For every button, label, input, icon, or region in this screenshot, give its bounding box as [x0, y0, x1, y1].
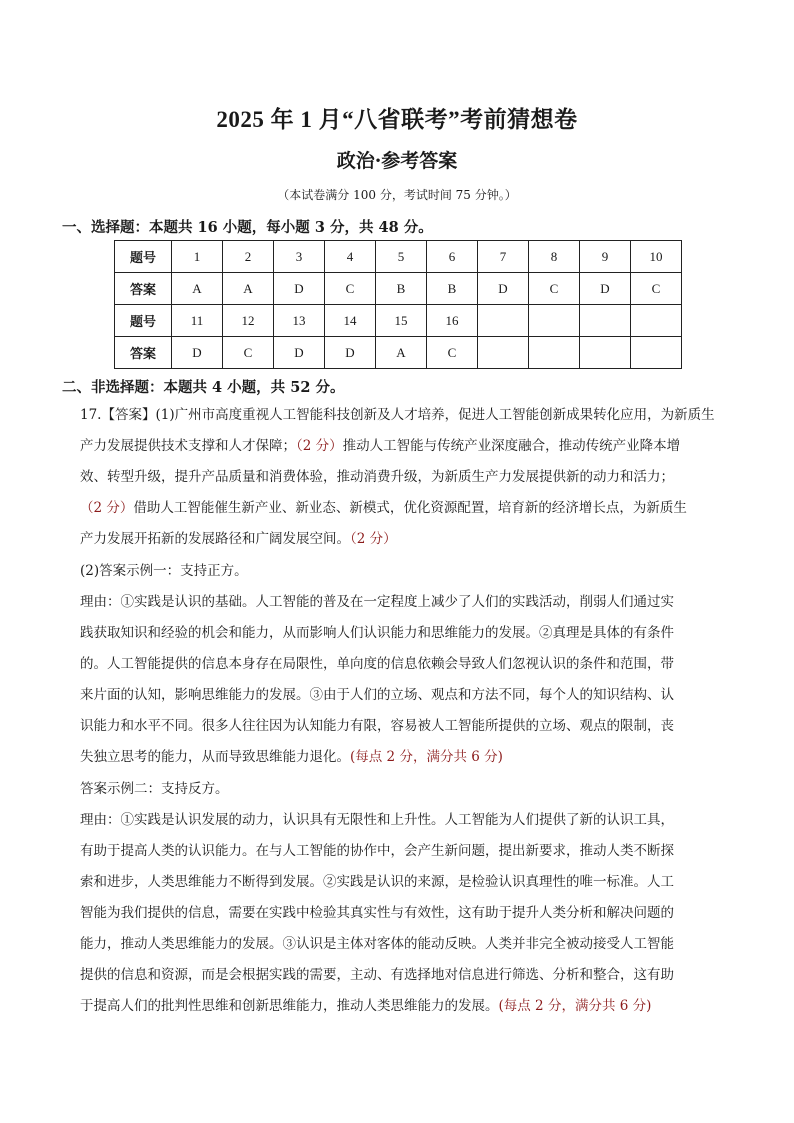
question-number: 7	[478, 241, 529, 273]
answer-line: 提供的信息和资源，而是会根据实践的需要，主动、有选择地对信息进行筛选、分析和整合，这有助	[80, 967, 674, 983]
answer-cell: A	[223, 273, 274, 305]
table-row	[115, 273, 682, 305]
answer-line: 效、转型升级，提升产品质量和消费体验，推动消费升级，为新质生产力发展提供新的动力和活力；	[80, 469, 674, 485]
answer-text: 产力发展提供技术支撑和人才保障；	[80, 438, 296, 454]
answer-line	[80, 431, 680, 462]
answer-line: 索和进步，人类思维能力不断得到发展。②实践是认识的来源，是检验认识真理性的唯一标准。人工	[80, 874, 674, 890]
empty-cell	[478, 337, 529, 369]
score-note: （2 分）	[296, 438, 343, 454]
answer-line: 的。人工智能提供的信息本身存在局限性，单向度的信息依赖会导致人们忽视认识的条件和范围，带	[80, 656, 674, 672]
page-title: 2025 年 1 月“八省联考”考前猜想卷	[216, 107, 578, 132]
question-number: 14	[325, 305, 376, 337]
question-number: 9	[580, 241, 631, 273]
score-note: （2 分）	[80, 500, 134, 516]
empty-cell	[631, 337, 682, 369]
answer-text: 于提高人们的批判性思维和创新思维能力，推动人类思维能力的发展。	[80, 998, 499, 1014]
answer-cell: C	[325, 273, 376, 305]
answer-cell: C	[529, 273, 580, 305]
question-number: 11	[172, 305, 223, 337]
answer-text: 失独立思考的能力，从而导致思维能力退化。	[80, 749, 350, 765]
answer-line: 来片面的认知，影响思维能力的发展。③由于人们的立场、观点和方法不同，每个人的知识结构、认	[80, 687, 674, 703]
section-1-heading: 一、选择题：本题共 16 小题，每小题 3 分，共 48 分。	[62, 219, 433, 236]
table-row	[115, 241, 682, 273]
section-2-heading: 二、非选择题：本题共 4 小题，共 52 分。	[62, 379, 345, 396]
answer-cell: D	[325, 337, 376, 369]
answer-line: 有助于提高人类的认识能力。在与人工智能的协作中，会产生新问题，提出新要求，推动人类不断探	[80, 843, 674, 859]
answer-cell: D	[580, 273, 631, 305]
table-row	[115, 305, 682, 337]
answer-line	[80, 524, 397, 555]
question-number: 2	[223, 241, 274, 273]
empty-cell	[529, 305, 580, 337]
answer-line: (2)答案示例一：支持正方。	[80, 563, 248, 579]
row-label: 题号	[115, 305, 172, 337]
question-number: 13	[274, 305, 325, 337]
row-label: 答案	[115, 273, 172, 305]
answer-text: 借助人工智能催生新产业、新业态、新模式，优化资源配置，培育新的经济增长点，为新质生	[133, 500, 687, 516]
answer-cell: D	[478, 273, 529, 305]
score-note: （2 分）	[350, 531, 397, 547]
answer-line	[80, 991, 651, 1022]
answer-cell: D	[274, 273, 325, 305]
question-number: 15	[376, 305, 427, 337]
page-subtitle: 政治·参考答案	[336, 150, 458, 172]
empty-cell	[580, 337, 631, 369]
answer-cell: D	[172, 337, 223, 369]
answer-cell: A	[172, 273, 223, 305]
answer-cell: D	[274, 337, 325, 369]
answer-cell: B	[376, 273, 427, 305]
question-number: 4	[325, 241, 376, 273]
answer-line: 17.【答案】(1)广州市高度重视人工智能科技创新及人才培养，促进人工智能创新成果转化应用，为新质生	[80, 407, 715, 423]
exam-note: （本试卷满分 100 分，考试时间 75 分钟。）	[277, 188, 517, 202]
answer-cell: C	[223, 337, 274, 369]
answer-cell: C	[631, 273, 682, 305]
score-note: (每点 2 分，满分共 6 分)	[350, 749, 503, 765]
question-number: 6	[427, 241, 478, 273]
answer-line: 理由：①实践是认识发展的动力，认识具有无限性和上升性。人工智能为人们提供了新的认识工具，	[80, 812, 674, 828]
empty-cell	[529, 337, 580, 369]
question-number: 16	[427, 305, 478, 337]
question-number: 10	[631, 241, 682, 273]
empty-cell	[580, 305, 631, 337]
answer-line: 识能力和水平不同。很多人往往因为认知能力有限，容易被人工智能所提供的立场、观点的限制，丧	[80, 718, 674, 734]
answer-cell: B	[427, 273, 478, 305]
answer-text: 推动人工智能与传统产业深度融合，推动传统产业降本增	[342, 438, 681, 454]
answer-line: 智能为我们提供的信息，需要在实践中检验其真实性与有效性，这有助于提升人类分析和解决问题的	[80, 905, 674, 921]
question-number: 5	[376, 241, 427, 273]
answer-cell: C	[427, 337, 478, 369]
answer-line: 答案示例二：支持反方。	[80, 781, 229, 797]
table-row	[115, 337, 682, 369]
answer-line	[80, 493, 687, 524]
empty-cell	[631, 305, 682, 337]
answer-line: 能力，推动人类思维能力的发展。③认识是主体对客体的能动反映。人类并非完全被动接受人工智能	[80, 936, 674, 952]
answer-table	[114, 240, 682, 369]
row-label: 题号	[115, 241, 172, 273]
question-number: 3	[274, 241, 325, 273]
empty-cell	[478, 305, 529, 337]
answer-line: 践获取知识和经验的机会和能力，从而影响人们认识能力和思维能力的发展。②真理是具体的有条件	[80, 625, 674, 641]
row-label: 答案	[115, 337, 172, 369]
question-number: 12	[223, 305, 274, 337]
question-number: 1	[172, 241, 223, 273]
question-number: 8	[529, 241, 580, 273]
answer-line	[80, 742, 503, 773]
score-note: (每点 2 分，满分共 6 分)	[498, 998, 652, 1014]
answer-line: 理由：①实践是认识的基础。人工智能的普及在一定程度上减少了人们的实践活动，削弱人们通过实	[80, 594, 674, 610]
answer-cell: A	[376, 337, 427, 369]
answer-text: 产力发展开拓新的发展路径和广阔发展空间。	[80, 531, 350, 547]
